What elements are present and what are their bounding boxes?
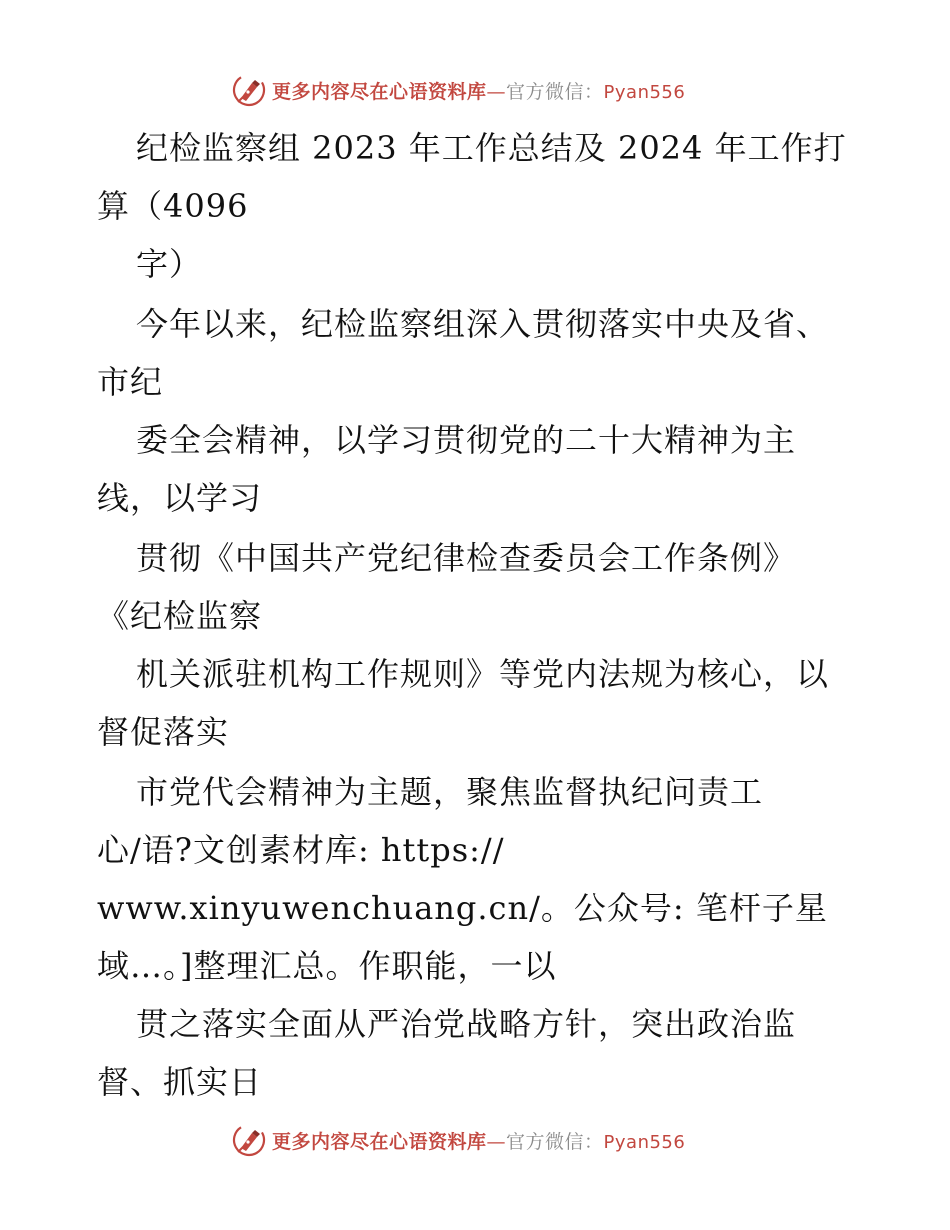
text-line: 《纪检监察 — [97, 597, 263, 635]
text-line: 今年以来，纪检监察组深入贯彻落实中央及省、 — [136, 305, 830, 343]
text-line: 贯之落实全面从严治党战略方针，突出政治监 — [136, 1005, 797, 1043]
text-line: 心/语?文创素材库: https:// — [97, 831, 505, 869]
text-line: 线，以学习 — [97, 479, 263, 517]
text-line: 机关派驻机构工作规则》等党内法规为核心，以 — [136, 655, 830, 693]
watermark-wechat-id: Pyan556 — [603, 81, 686, 103]
header-watermark — [232, 70, 685, 110]
text-line: 算（4096 — [97, 187, 249, 225]
pen-nib-logo-icon — [232, 1123, 266, 1157]
watermark-wechat-label: 官方微信： — [506, 80, 604, 103]
watermark-wechat-label: 官方微信： — [506, 1130, 604, 1153]
watermark-brand: 更多内容尽在心语资料库 — [272, 80, 487, 103]
watermark-dash: — — [486, 80, 507, 103]
text-line: 贯彻《中国共产党纪律检查委员会工作条例》 — [136, 539, 797, 577]
watermark-brand: 更多内容尽在心语资料库 — [272, 1130, 487, 1153]
watermark-text — [272, 1127, 685, 1154]
text-line: 市党代会精神为主题，聚焦监督执纪问责工 — [136, 773, 764, 811]
text-line: 督、抓实日 — [97, 1063, 263, 1101]
pen-nib-logo-icon — [232, 73, 266, 107]
text-line: www.xinyuwenchuang.cn/。公众号: 笔杆子星 — [97, 889, 828, 927]
text-line: 委全会精神，以学习贯彻党的二十大精神为主 — [136, 421, 797, 459]
watermark-text — [272, 77, 685, 104]
footer-watermark — [232, 1120, 685, 1160]
text-line: 域…。]整理汇总。作职能，一以 — [97, 947, 557, 985]
text-line: 纪检监察组 2023 年工作总结及 2024 年工作打 — [136, 129, 847, 167]
watermark-dash: — — [486, 1130, 507, 1153]
text-line: 字） — [136, 245, 203, 283]
text-line: 市纪 — [97, 363, 164, 401]
watermark-wechat-id: Pyan556 — [603, 1131, 686, 1153]
text-line: 督促落实 — [97, 713, 230, 751]
